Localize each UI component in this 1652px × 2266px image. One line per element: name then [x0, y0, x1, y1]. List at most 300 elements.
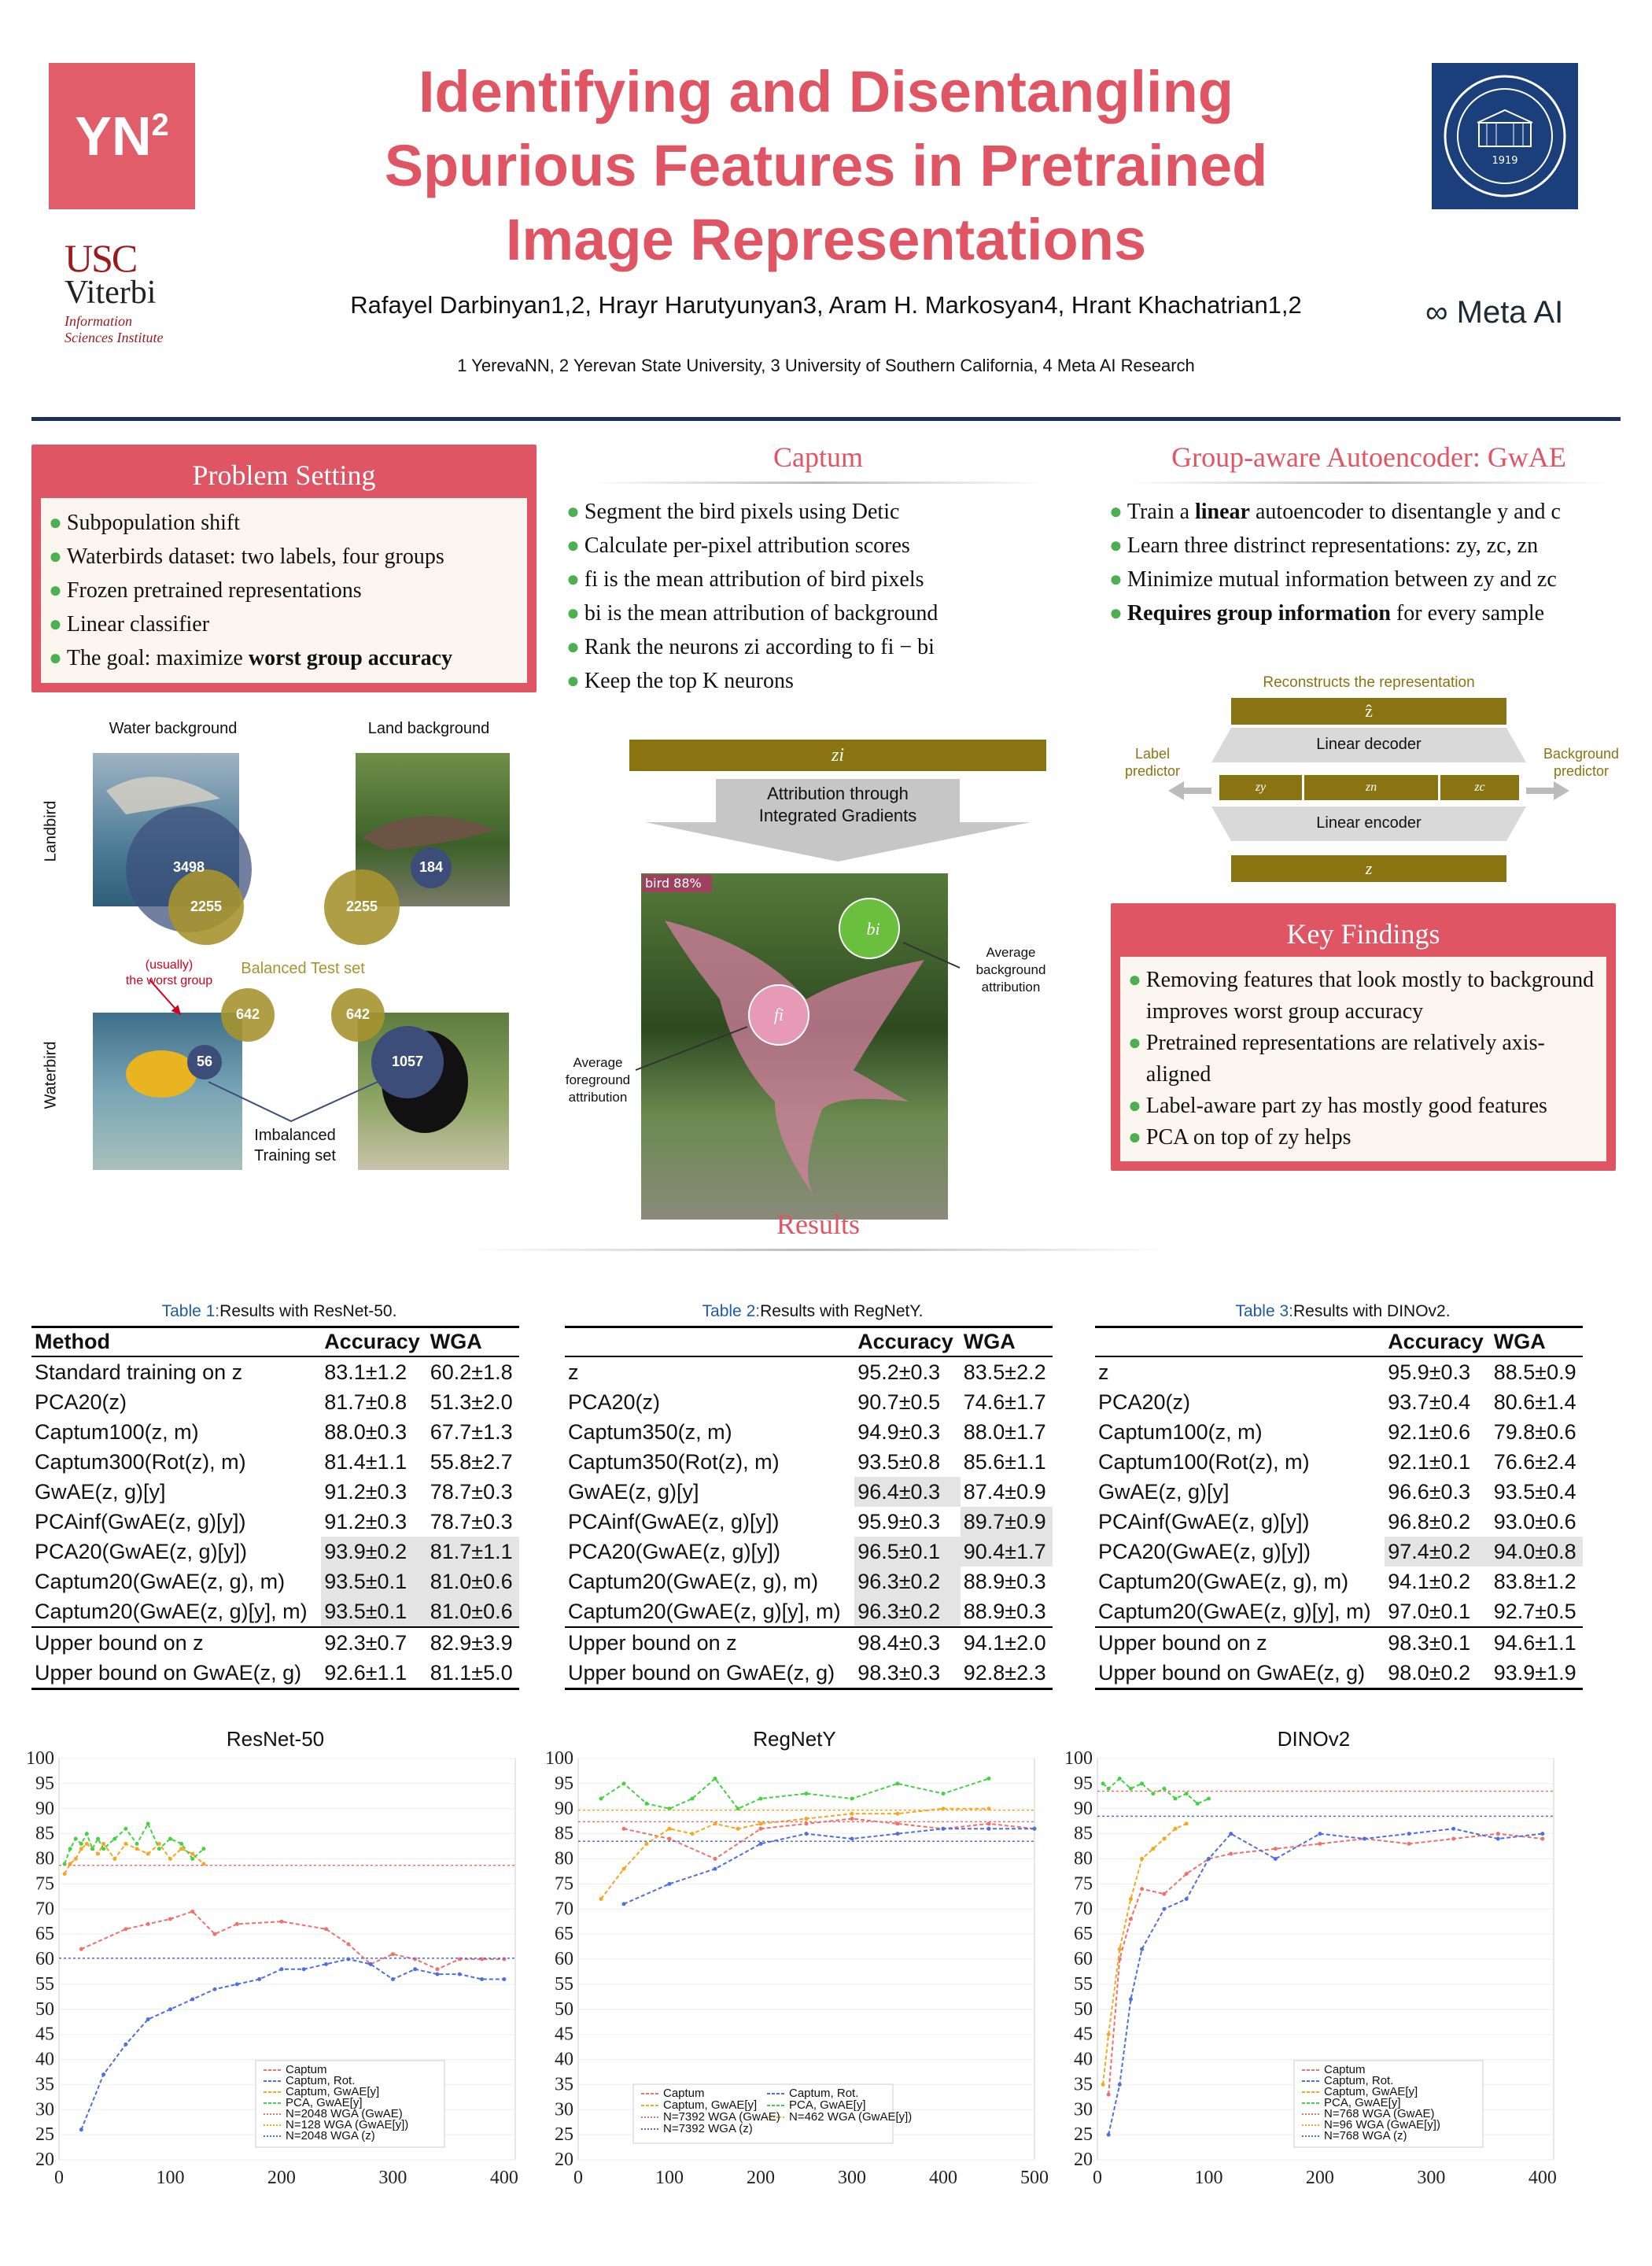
authors: Rafayel Darbinyan1,2, Hrayr Harutyunyan3, Aram H. Markosyan4, Hrant Khachatrian1,2: [350, 291, 1302, 319]
method-cell: GwAE(z, g)[y]: [1098, 1479, 1230, 1504]
x-tick-label: 400: [929, 2168, 957, 2188]
data-point: [74, 1857, 78, 1861]
method-cell: Captum300(Rot(z), m): [35, 1449, 246, 1474]
gwae-item: ● Learn three distrinct representations: zy, zc, zn: [1109, 533, 1539, 558]
data-point: [668, 1837, 672, 1841]
y-tick-label: 100: [26, 1751, 54, 1769]
data-point: [135, 1842, 139, 1846]
data-point: [714, 1867, 717, 1871]
data-point: [346, 1942, 350, 1946]
problem-setting-title: Problem Setting: [192, 459, 376, 491]
data-point: [1229, 1832, 1233, 1836]
problem-item: ● Subpopulation shift: [49, 511, 241, 535]
chart-regnety: [535, 1727, 1054, 2199]
legend-entry: N=2048 WGA (GwAE): [286, 2107, 403, 2120]
x-tick-label: 500: [1020, 2168, 1049, 2188]
data-point: [146, 1922, 150, 1926]
y-tick-label: 95: [555, 1773, 573, 1794]
method-cell: Upper bound on GwAE(z, g): [565, 1658, 854, 1689]
method-cell: Upper bound on GwAE(z, g): [1095, 1658, 1385, 1689]
count-waterbird-land: 1057: [391, 1054, 424, 1069]
table: Method Accuracy WGA Standard training on z 83.1±1.2 60.2±1.8 PCA20(z) 81.7±0.8 51.3±2.0 Captum100(z, m) 88.0±0.3 67.7±1.3 Captum300(Rot(z), m) 81.4±1.1 55.8±2.7 GwAE(z, g)[y] 91.2±0.3 78.7±0.3 PCAinf(GwAE(z, g)[y]) 91.2±0.3 78.7±0.3 PCA20(GwAE(z, g)[y]) 93.9±0.2 81.7±1.1 Captum20(GwAE(z, g), m) 93.5±0.1 81.0±0.6 Captum20(GwAE(z, g)[y], m) 93.5±0.1 81.0±0.6 Upper bound on z 92.3±0.7 82.9±3.9 Upper bound on GwAE(z, g) 92.6±1.1 81.1±5.0: [31, 1326, 519, 1690]
gwae-section: [1101, 441, 1636, 630]
data-point: [157, 1847, 161, 1851]
data-point: [850, 1797, 854, 1801]
accuracy-cell: 81.4±1.1: [324, 1449, 407, 1474]
data-point: [179, 1842, 183, 1846]
data-point: [324, 1927, 328, 1931]
data-point: [201, 1847, 205, 1851]
series-line-captum-rot-: [624, 1829, 1034, 1904]
data-point: [1162, 1837, 1166, 1841]
table-row: [1095, 1567, 1583, 1596]
y-tick-label: 25: [1074, 2124, 1093, 2146]
x-tick-label: 200: [747, 2168, 775, 2188]
data-point: [79, 2128, 83, 2131]
legend-entry: PCA, GwAE[y]: [789, 2098, 866, 2112]
table-row: [1095, 1387, 1583, 1417]
data-point: [896, 1821, 900, 1825]
data-point: [179, 1847, 183, 1851]
chart-title: ResNet-50: [226, 1727, 325, 1751]
data-point: [235, 1922, 239, 1926]
table-row: [31, 1387, 519, 1417]
data-point: [668, 1882, 672, 1886]
data-point: [96, 1852, 100, 1856]
data-point: [1185, 1872, 1189, 1876]
accuracy-cell: 88.0±0.3: [324, 1419, 407, 1444]
y-tick-label: 50: [35, 1998, 54, 2020]
waterbirds-diagram: [31, 712, 535, 1176]
method-cell: Captum20(GwAE(z, g)[y], m): [568, 1599, 841, 1623]
legend-entry: N=2048 WGA (z): [286, 2129, 375, 2142]
gwae-item: ● Minimize mutual information between zy and zc: [1109, 567, 1557, 592]
data-point: [413, 1967, 417, 1971]
table-row: [565, 1417, 1053, 1447]
chart-svg: [1054, 1751, 1573, 2199]
method-cell: PCA20(GwAE(z, g)[y]): [1098, 1539, 1311, 1563]
data-point: [79, 1842, 83, 1846]
reconstructs-label: Reconstructs the representation: [1263, 674, 1475, 691]
results-table-1: [31, 1302, 527, 1690]
data-point: [896, 1832, 900, 1836]
legend-entry: N=7392 WGA (GwAE): [663, 2110, 780, 2124]
legend-entry: Captum, GwAE[y]: [1324, 2085, 1418, 2098]
results-table-2: [565, 1302, 1060, 1690]
x-tick-label: 300: [1417, 2168, 1446, 2188]
table-row: [1095, 1417, 1583, 1447]
accuracy-cell: 94.9±0.3: [857, 1419, 941, 1444]
y-tick-label: 85: [35, 1823, 54, 1844]
y-tick-label: 30: [35, 2099, 54, 2120]
method-cell: PCA20(z): [1098, 1389, 1191, 1414]
table-caption: Table 2:Results with RegNetY.: [702, 1302, 924, 1320]
legend-entry: Captum, GwAE[y]: [663, 2098, 758, 2112]
data-point: [668, 1827, 672, 1831]
data-point: [691, 1797, 695, 1801]
finding-item: ● Pretrained representations are relatively axis-aligned: [1128, 1031, 1545, 1087]
accuracy-cell: 95.2±0.3: [857, 1360, 941, 1384]
data-point: [96, 1837, 100, 1841]
wga-cell: 90.4±1.7: [961, 1537, 1053, 1567]
data-point: [1129, 1998, 1133, 2002]
method-cell: Upper bound on z: [1095, 1627, 1385, 1658]
data-point: [235, 1982, 239, 1986]
accuracy-cell: 93.5±0.8: [857, 1449, 941, 1474]
data-point: [213, 1932, 217, 1936]
data-point: [1229, 1852, 1233, 1856]
y-tick-label: 90: [555, 1798, 573, 1819]
accuracy-cell: 94.1±0.2: [1388, 1569, 1471, 1593]
series-line-captum: [1108, 1834, 1543, 2095]
data-point: [759, 1842, 763, 1846]
captum-item: ● bi is the mean attribution of background: [566, 601, 938, 626]
y-tick-label: 60: [35, 1949, 54, 1969]
legend-entry: N=7392 WGA (z): [663, 2122, 753, 2135]
table-row: [565, 1658, 1053, 1689]
data-point: [1451, 1827, 1455, 1831]
wga-cell: 55.8±2.7: [430, 1449, 513, 1474]
data-point: [1118, 1777, 1122, 1781]
accuracy-cell: 91.2±0.3: [324, 1509, 407, 1533]
waterbird-label: Waterbird: [42, 1041, 60, 1109]
y-tick-label: 25: [555, 2124, 573, 2146]
wga-cell: 88.5±0.9: [1493, 1360, 1576, 1384]
data-point: [391, 1977, 395, 1981]
data-point: [190, 1910, 194, 1914]
table-row: [565, 1627, 1053, 1658]
data-point: [101, 1842, 105, 1846]
y-tick-label: 65: [1074, 1924, 1093, 1945]
meta-ai-logo: ∞ Meta AI: [1425, 295, 1564, 330]
yn2-logo: YN $^2$: [49, 63, 195, 209]
table-row: [1095, 1447, 1583, 1477]
problem-item: ● Waterbirds dataset: two labels, four groups: [49, 544, 444, 569]
y-tick-label: 35: [1074, 2074, 1093, 2095]
data-point: [146, 2017, 150, 2021]
x-tick-label: 200: [1305, 2168, 1334, 2188]
problem-setting-panel: [31, 445, 537, 692]
y-tick-label: 30: [555, 2099, 573, 2120]
zy-cell: zy: [1219, 775, 1302, 800]
problem-item: ● Frozen pretrained representations: [49, 578, 362, 603]
count-test-bottom-right: 642: [345, 1006, 371, 1022]
table-caption: Table 3:Results with DINOv2.: [1235, 1302, 1451, 1320]
data-point: [101, 1847, 105, 1851]
data-point: [124, 2043, 127, 2046]
data-point: [279, 1920, 283, 1924]
data-point: [714, 1777, 717, 1781]
count-landbird-water: 3498: [172, 859, 205, 875]
data-point: [190, 1857, 194, 1861]
wga-cell: 78.7±0.3: [430, 1509, 513, 1533]
table-row: [1095, 1596, 1583, 1627]
method-cell: GwAE(z, g)[y]: [35, 1479, 166, 1504]
data-point: [1174, 1827, 1178, 1831]
gwae-item: ● Requires group information for every sample: [1109, 601, 1545, 626]
table-row: [31, 1356, 519, 1387]
method-cell: PCA20(z): [568, 1389, 661, 1414]
accuracy-cell: 98.3±0.1: [1385, 1627, 1491, 1658]
gwae-title: Group-aware Autoencoder: GwAE: [1101, 441, 1636, 484]
accuracy-cell: 81.7±0.8: [324, 1389, 407, 1414]
data-point: [1274, 1847, 1278, 1851]
series-line-captum: [81, 1911, 504, 1969]
y-tick-label: 20: [1074, 2150, 1093, 2170]
finding-item: ● Label-aware part zy has mostly good features: [1128, 1094, 1547, 1118]
captum-item: ● Rank the neurons zi according to fi − bi: [566, 635, 935, 659]
y-tick-label: 90: [35, 1798, 54, 1819]
wga-cell: 85.6±1.1: [963, 1449, 1046, 1474]
zi-bar: zi: [629, 740, 1046, 771]
accuracy-cell: 98.4±0.3: [854, 1627, 961, 1658]
data-point: [480, 1977, 484, 1981]
y-tick-label: 50: [555, 1998, 573, 2020]
method-cell: z: [1098, 1360, 1109, 1384]
table-row: [565, 1387, 1053, 1417]
data-point: [805, 1821, 809, 1825]
x-tick-label: 400: [1528, 2168, 1557, 2188]
wga-cell: 93.5±0.4: [1493, 1479, 1576, 1504]
y-tick-label: 95: [1074, 1773, 1093, 1794]
series-line-pca-gwae-y-: [601, 1779, 989, 1809]
legend-entry: Captum: [663, 2087, 705, 2100]
accuracy-cell: 95.9±0.3: [857, 1509, 941, 1533]
wga-cell: 92.8±2.3: [961, 1658, 1053, 1689]
method-cell: Captum20(GwAE(z, g), m): [1098, 1569, 1349, 1593]
table-row: [1095, 1627, 1583, 1658]
accuracy-cell: 92.1±0.1: [1388, 1449, 1471, 1474]
chart-legend: [633, 2084, 912, 2143]
data-point: [435, 1973, 439, 1976]
table-caption: Table 1:Results with ResNet-50.: [161, 1302, 397, 1320]
data-point: [805, 1817, 809, 1821]
captum-item: ● fi is the mean attribution of bird pixels: [566, 567, 924, 592]
data-point: [850, 1812, 854, 1816]
data-point: [1274, 1857, 1278, 1861]
data-point: [101, 2072, 105, 2076]
data-point: [135, 1847, 139, 1851]
captum-title: Captum: [566, 441, 1070, 484]
count-waterbird-water: 56: [196, 1054, 213, 1069]
data-point: [391, 1952, 395, 1956]
data-point: [124, 1927, 127, 1931]
zn-cell: zn: [1304, 775, 1438, 800]
key-findings-panel: [1111, 903, 1616, 1171]
wga-cell: 92.7±0.5: [1493, 1599, 1576, 1623]
data-point: [74, 1837, 78, 1841]
table-row: [31, 1627, 519, 1658]
problem-item: ● Linear classifier: [49, 612, 210, 637]
method-cell: Upper bound on GwAE(z, g): [31, 1658, 321, 1689]
data-point: [1174, 1797, 1178, 1801]
captum-item: ● Keep the top K neurons: [566, 669, 794, 693]
data-point: [691, 1832, 695, 1836]
data-point: [168, 1837, 172, 1841]
table-row: [1095, 1356, 1583, 1387]
data-point: [63, 1872, 67, 1876]
accuracy-cell: 96.3±0.2: [854, 1596, 961, 1627]
data-point: [435, 1967, 439, 1971]
legend-entry: Captum, Rot.: [286, 2074, 356, 2087]
captum-item: ● Calculate per-pixel attribution scores: [566, 533, 910, 558]
accuracy-cell: 93.9±0.2: [321, 1537, 427, 1567]
method-cell: Standard training on z: [35, 1360, 243, 1384]
legend-entry: Captum, GwAE[y]: [286, 2085, 380, 2098]
data-point: [1101, 1781, 1105, 1785]
chart-dinov2: [1054, 1727, 1573, 2199]
method-cell: Captum350(Rot(z), m): [568, 1449, 780, 1474]
wga-cell: 78.7±0.3: [430, 1479, 513, 1504]
wga-cell: 79.8±0.6: [1493, 1419, 1576, 1444]
accuracy-cell: 97.0±0.1: [1388, 1599, 1471, 1623]
method-cell: PCAinf(GwAE(z, g)[y]): [1098, 1509, 1310, 1533]
table-row: [31, 1507, 519, 1537]
wga-cell: 94.6±1.1: [1491, 1627, 1583, 1658]
legend-entry: PCA, GwAE[y]: [286, 2096, 363, 2109]
data-point: [645, 1842, 649, 1846]
accuracy-cell: 97.4±0.2: [1385, 1537, 1491, 1567]
method-cell: Captum20(GwAE(z, g)[y], m): [35, 1599, 308, 1623]
data-point: [1363, 1837, 1366, 1841]
y-tick-label: 35: [35, 2074, 54, 2095]
y-tick-label: 90: [1074, 1798, 1093, 1819]
x-tick-label: 0: [573, 2168, 583, 2188]
gwae-item: ● Train a linear autoencoder to disentangle y and c: [1109, 500, 1561, 524]
legend-entry: N=128 WGA (GwAE[y]): [286, 2118, 409, 2131]
method-cell: PCAinf(GwAE(z, g)[y]): [568, 1509, 780, 1533]
data-point: [599, 1897, 603, 1901]
data-point: [1540, 1832, 1544, 1836]
method-cell: PCA20(GwAE(z, g)[y]): [35, 1539, 248, 1563]
accuracy-cell: 93.5±0.1: [321, 1596, 427, 1627]
wga-cell: 93.0±0.6: [1493, 1509, 1576, 1533]
data-point: [369, 1962, 373, 1966]
wga-cell: 83.8±1.2: [1493, 1569, 1576, 1593]
y-tick-label: 70: [555, 1899, 573, 1920]
x-tick-label: 0: [1093, 2168, 1102, 2188]
accuracy-cell: 95.9±0.3: [1388, 1360, 1471, 1384]
legend-entry: Captum: [1324, 2063, 1366, 2076]
captum-item: ● Segment the bird pixels using Detic: [566, 500, 900, 524]
y-tick-label: 40: [555, 2049, 573, 2070]
wga-cell: 74.6±1.7: [963, 1389, 1046, 1414]
key-findings-title: Key Findings: [1286, 918, 1440, 950]
label-predictor-label: Label predictor: [1124, 746, 1181, 779]
method-cell: Captum100(z, m): [35, 1419, 199, 1444]
data-point: [146, 1821, 150, 1825]
y-tick-label: 100: [1064, 1751, 1093, 1769]
data-point: [987, 1827, 991, 1831]
data-point: [1185, 1897, 1189, 1901]
table-row: [31, 1537, 519, 1567]
data-point: [1033, 1827, 1037, 1831]
wga-cell: 76.6±2.4: [1493, 1449, 1576, 1474]
data-point: [85, 1832, 89, 1836]
data-point: [645, 1802, 649, 1806]
accuracy-cell: 96.3±0.2: [854, 1567, 961, 1596]
y-tick-label: 60: [555, 1949, 573, 1969]
y-tick-label: 85: [555, 1823, 573, 1844]
wga-cell: 93.9±1.9: [1491, 1658, 1583, 1689]
y-tick-label: 85: [1074, 1823, 1093, 1844]
imbalanced-training-set-label: Imbalanced Training set: [254, 1127, 336, 1164]
chart-title: RegNetY: [753, 1727, 836, 1751]
accuracy-cell: 96.6±0.3: [1388, 1479, 1471, 1504]
table-row: [565, 1537, 1053, 1567]
data-point: [759, 1827, 763, 1831]
data-point: [1140, 1887, 1144, 1891]
data-point: [1107, 2032, 1111, 2036]
worst-group-note: (usually) the worst group: [125, 958, 213, 987]
wga-cell: 94.0±0.8: [1491, 1537, 1583, 1567]
x-tick-label: 300: [838, 2168, 866, 2188]
data-point: [1107, 1787, 1111, 1791]
captum-diagram: [551, 736, 1086, 1223]
bi-symbol: bi: [866, 919, 880, 939]
avg-background-label: Average background attribution: [975, 945, 1046, 995]
y-tick-label: 75: [35, 1873, 54, 1895]
method-cell: Captum100(Rot(z), m): [1098, 1449, 1310, 1474]
data-point: [168, 1917, 172, 1921]
wga-cell: 80.6±1.4: [1493, 1389, 1576, 1414]
data-point: [324, 1962, 328, 1966]
data-point: [1540, 1837, 1544, 1841]
y-tick-label: 70: [1074, 1899, 1093, 1920]
data-point: [714, 1857, 717, 1861]
accuracy-cell: 93.5±0.1: [321, 1567, 427, 1596]
data-point: [1318, 1842, 1322, 1846]
ysu-seal-icon: [1432, 63, 1578, 209]
legend-entry: PCA, GwAE[y]: [1324, 2096, 1401, 2109]
x-tick-label: 400: [489, 2168, 518, 2188]
y-tick-label: 55: [555, 1973, 573, 1995]
table-row: [31, 1658, 519, 1689]
data-point: [79, 1947, 83, 1951]
data-point: [1196, 1802, 1200, 1806]
ysu-seal-logo: [1432, 63, 1578, 209]
chart-svg: [16, 1751, 535, 2199]
data-point: [79, 1847, 83, 1851]
data-point: [850, 1817, 854, 1821]
data-point: [896, 1812, 900, 1816]
table-row: [565, 1596, 1053, 1627]
y-tick-label: 30: [1074, 2099, 1093, 2120]
data-point: [1151, 1792, 1155, 1795]
affiliations: 1 YerevaNN, 2 Yerevan State University, 3 University of Southern California, 4 Meta AI Research: [457, 356, 1195, 375]
wga-cell: 87.4±0.9: [963, 1479, 1046, 1504]
y-tick-label: 70: [35, 1899, 54, 1920]
wga-cell: 88.9±0.3: [963, 1599, 1046, 1623]
data-point: [302, 1967, 306, 1971]
wga-cell: 81.0±0.6: [427, 1567, 519, 1596]
bird-detection-tag: bird 88%: [645, 876, 702, 891]
data-point: [622, 1781, 626, 1785]
chart-title: DINOv2: [1277, 1727, 1351, 1751]
results-title: Results: [425, 1208, 1211, 1251]
data-point: [1129, 1917, 1133, 1921]
waterbirds-overlay: [31, 712, 535, 1176]
y-tick-label: 65: [555, 1924, 573, 1945]
y-tick-label: 20: [555, 2150, 573, 2170]
table-row: [1095, 1477, 1583, 1507]
y-tick-label: 95: [35, 1773, 54, 1794]
data-point: [850, 1837, 854, 1841]
chart-svg: [535, 1751, 1054, 2199]
water-background-label: Water background: [109, 720, 238, 737]
fi-symbol: fi: [773, 1005, 784, 1024]
wga-cell: 81.1±5.0: [427, 1658, 519, 1689]
